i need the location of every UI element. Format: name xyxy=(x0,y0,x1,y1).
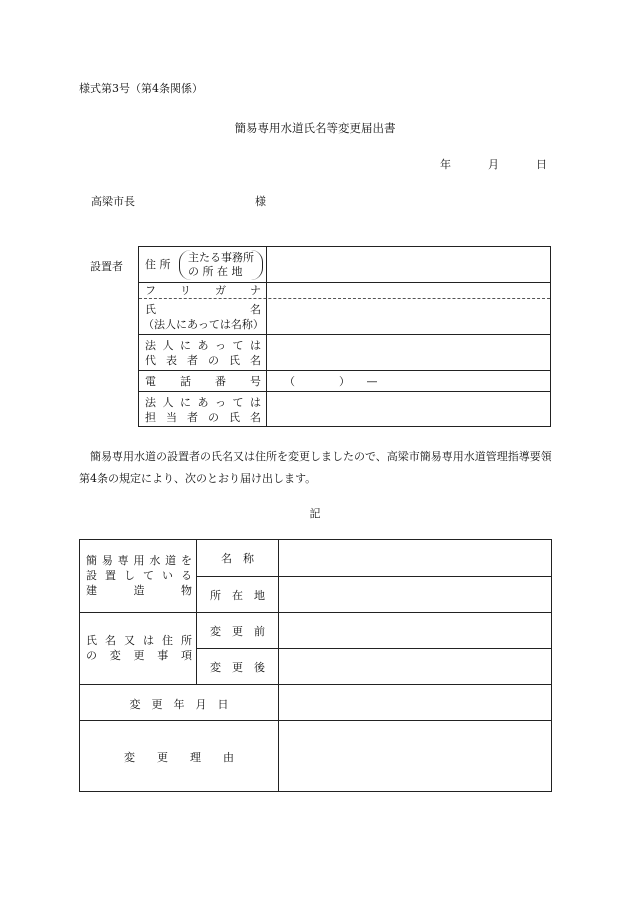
rep-char: の xyxy=(208,354,219,367)
name-char: 名 xyxy=(250,303,261,316)
building-label-line2 xyxy=(86,568,192,583)
name-label-line2: （法人にあっては名称） xyxy=(143,318,264,331)
furigana-char: ナ xyxy=(250,284,261,297)
contact-char: 担 xyxy=(145,411,156,424)
change-reason-input[interactable] xyxy=(279,721,551,791)
rep-char: て xyxy=(232,339,244,352)
rep-char: に xyxy=(180,339,191,352)
contact-char: 人 xyxy=(162,396,174,409)
building-char: 設 xyxy=(86,569,97,582)
building-char: い xyxy=(162,569,173,582)
building-char: し xyxy=(124,569,135,582)
building-char: 物 xyxy=(181,584,192,597)
rep-char: 表 xyxy=(166,354,177,367)
date-day: 日 xyxy=(536,158,547,171)
building-char: 用 xyxy=(133,554,145,567)
ki-heading: 記 xyxy=(309,507,321,520)
contact-char: 法 xyxy=(145,396,156,409)
change-char: 所 xyxy=(181,634,192,647)
phone-char: 電 xyxy=(145,375,156,388)
building-char: 易 xyxy=(101,554,113,567)
building-char: 置 xyxy=(105,569,116,582)
addressee-name: 高梁市長 xyxy=(91,195,135,208)
facility-location-input[interactable] xyxy=(279,577,551,612)
contact-char: 当 xyxy=(166,411,177,424)
change-date-label: 変 更 年 月 日 xyxy=(129,698,229,711)
form-number: 様式第3号（第4条関係） xyxy=(79,82,203,95)
after-change-label: 変 更 後 xyxy=(210,661,265,674)
rep-char: 人 xyxy=(162,339,174,352)
contact-char: 氏 xyxy=(229,411,240,424)
rep-char: 氏 xyxy=(229,354,240,367)
date-month: 月 xyxy=(488,158,499,171)
building-label-line1 xyxy=(86,553,192,568)
contact-char: 名 xyxy=(250,411,261,424)
furigana-char: ガ xyxy=(215,284,226,297)
body-paragraph: 簡易専用水道の設置者の氏名又は住所を変更しましたので、高梁市簡易専用水道管理指導要領第4条の規定により、次のとおり届け出します。 xyxy=(79,450,552,485)
contact-char: は xyxy=(250,396,261,409)
rep-char: 者 xyxy=(187,354,198,367)
address-note-bracket xyxy=(179,250,263,280)
change-char: 住 xyxy=(162,634,173,647)
rep-char: は xyxy=(250,339,261,352)
phone-char: 番 xyxy=(215,375,226,388)
contact-char: っ xyxy=(215,396,226,409)
rep-char: あ xyxy=(197,339,209,352)
contact-char: あ xyxy=(197,396,209,409)
date-year: 年 xyxy=(440,158,451,171)
after-change-input[interactable] xyxy=(279,649,551,684)
change-items-line1 xyxy=(86,633,192,648)
building-char: 専 xyxy=(117,554,129,567)
details-table xyxy=(79,539,552,792)
building-char: を xyxy=(180,554,192,567)
address-label: 住 所 xyxy=(145,258,171,271)
change-items-line2 xyxy=(86,648,192,663)
change-char: 事 xyxy=(157,649,169,662)
representative-label-line1 xyxy=(145,338,261,353)
date-line xyxy=(440,156,547,172)
change-items-label xyxy=(86,633,192,663)
change-char: 又 xyxy=(124,634,135,647)
furigana-input[interactable] xyxy=(267,283,550,298)
building-label-line3 xyxy=(86,583,192,598)
rep-char: 法 xyxy=(145,339,156,352)
furigana-label xyxy=(145,283,261,298)
representative-input[interactable] xyxy=(267,335,550,370)
change-char: は xyxy=(143,634,154,647)
rep-char: 代 xyxy=(145,354,156,367)
facility-name-input[interactable] xyxy=(279,540,551,576)
address-input[interactable] xyxy=(267,247,550,281)
furigana-char: リ xyxy=(180,284,191,297)
document-title: 簡易専用水道氏名等変更届出書 xyxy=(234,121,396,135)
change-reason-label: 変 更 理 由 xyxy=(124,751,234,764)
name-label-line1 xyxy=(145,302,261,317)
address-note-line1: 主たる事務所 xyxy=(188,251,254,264)
contact-char: て xyxy=(232,396,244,409)
change-char: 名 xyxy=(105,634,116,647)
building-label xyxy=(86,553,192,598)
change-char: の xyxy=(86,649,97,662)
change-date-input[interactable] xyxy=(279,685,551,720)
declarant-table xyxy=(138,246,551,427)
phone-char: 話 xyxy=(180,375,191,388)
change-char: 更 xyxy=(133,649,145,662)
name-char: 氏 xyxy=(145,303,156,316)
contact-label-line2 xyxy=(145,410,261,425)
rep-char: 名 xyxy=(250,354,261,367)
contact-char: 者 xyxy=(187,411,198,424)
rep-char: っ xyxy=(215,339,226,352)
change-char: 氏 xyxy=(86,634,97,647)
phone-label xyxy=(145,374,261,389)
building-char: る xyxy=(181,569,192,582)
building-char: 水 xyxy=(149,554,161,567)
representative-label-line2 xyxy=(145,353,261,368)
name-input[interactable] xyxy=(267,299,550,334)
contact-label-line1 xyxy=(145,395,261,410)
before-change-input[interactable] xyxy=(279,613,551,648)
building-char: て xyxy=(143,569,154,582)
before-change-label: 変 更 前 xyxy=(210,625,265,638)
phone-input[interactable]: （ ） — xyxy=(284,375,378,388)
building-char: 建 xyxy=(86,584,97,597)
building-char: 簡 xyxy=(86,554,97,567)
row-line xyxy=(139,370,550,371)
change-char: 項 xyxy=(181,649,192,662)
contact-input[interactable] xyxy=(267,392,550,427)
furigana-char: フ xyxy=(145,284,156,297)
building-char: 造 xyxy=(133,584,145,597)
building-char: 道 xyxy=(165,554,177,567)
change-char: 変 xyxy=(109,649,121,662)
addressee-honorific: 様 xyxy=(255,195,266,208)
contact-char: に xyxy=(180,396,191,409)
facility-location-label: 所 在 地 xyxy=(210,589,265,602)
address-note-line2: の 所 在 地 xyxy=(188,265,243,278)
contact-char: の xyxy=(208,411,219,424)
declarant-label: 設置者 xyxy=(90,260,123,273)
facility-name-label: 名 称 xyxy=(221,552,254,565)
phone-char: 号 xyxy=(250,375,261,388)
